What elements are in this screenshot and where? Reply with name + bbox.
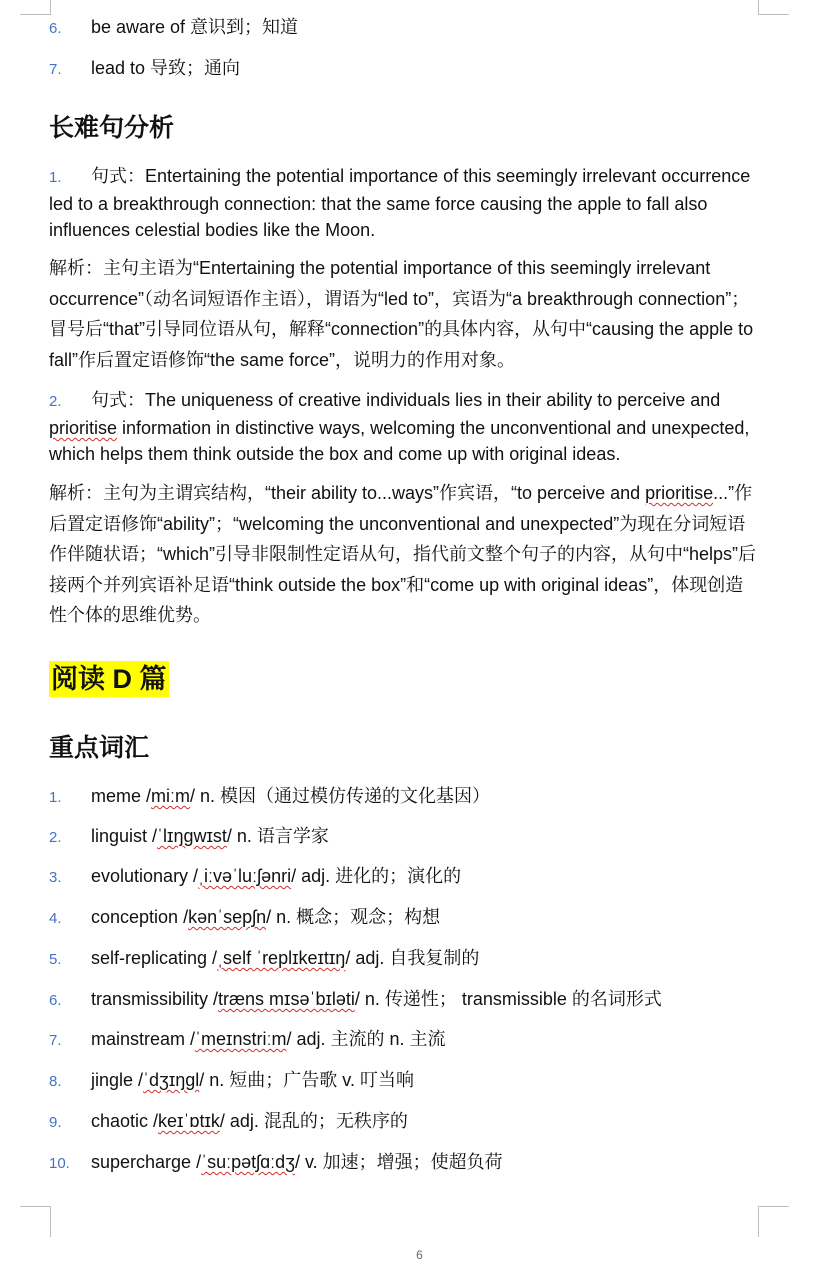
- list-number: 1.: [49, 169, 62, 186]
- vocab-ipa: ˌiːvəˈluːʃənri: [198, 866, 292, 886]
- vocab-item: [49, 905, 769, 931]
- analysis-explanation-1: 解析：主句主语为“Entertaining the potential importance of this seemingly irrelevant occurrence”（动名词短语作主语），谓语为“led to”，宾语为“a breakthrough connection”；冒号后“that”引导同位语从句，解释“connection”的具体内容，从句中“causing the apple to fall”作后置定语修饰“the same force”，说明力的作用对象。: [49, 258, 754, 370]
- vocab-ipa: træns mɪsəˈbɪləti: [218, 989, 355, 1009]
- list-number: 1.: [49, 789, 62, 806]
- vocab-word: mainstream /: [91, 1029, 196, 1049]
- vocab-word: linguist /: [91, 826, 158, 846]
- analysis-sentence-2: [49, 387, 761, 467]
- vocab-meaning: / adj. 混乱的；无秩序的: [219, 1111, 408, 1131]
- spellcheck-word: prioritise: [645, 483, 714, 503]
- vocab-ipa: ˈdʒɪŋɡl: [143, 1070, 200, 1090]
- vocab-meaning: / adj. 主流的 n. 主流: [286, 1029, 446, 1049]
- vocab-meaning: / n. 短曲；广告歌 v. 叮当响: [199, 1070, 414, 1090]
- sentence-text-b: information in distinctive ways, welcoming the unconventional and unexpected, which helps them think outside the box and come up with original ideas.: [49, 418, 750, 464]
- spellcheck-word: prioritise: [49, 418, 118, 438]
- vocab-word: meme /: [91, 786, 152, 806]
- list-number: 10.: [49, 1155, 70, 1172]
- list-item: [49, 15, 769, 41]
- vocab-meaning: / adj. 自我复制的: [345, 948, 480, 968]
- list-number: 5.: [49, 951, 62, 968]
- vocab-meaning: / n. 模因（通过模仿传递的文化基因）: [190, 786, 491, 806]
- vocab-ipa: miːm: [151, 786, 191, 806]
- vocab-item: [49, 1150, 769, 1176]
- vocab-item: [49, 1109, 769, 1135]
- list-number: 3.: [49, 869, 62, 886]
- analysis-explanation-2: [49, 478, 761, 631]
- sentence-analysis-heading: 长难句分析: [49, 114, 175, 142]
- vocab-word: jingle /: [91, 1070, 144, 1090]
- vocab-item: [49, 987, 769, 1013]
- crop-mark-top-right: [758, 0, 789, 15]
- list-text: lead to 导致；通向: [91, 58, 241, 78]
- vocab-word: evolutionary /: [91, 866, 199, 886]
- vocab-meaning: / n. 传递性； transmissible 的名词形式: [354, 989, 662, 1009]
- vocab-meaning: / n. 语言学家: [226, 826, 329, 846]
- vocab-meaning: / n. 概念；观念；构想: [266, 907, 441, 927]
- vocab-word: chaotic /: [91, 1111, 159, 1131]
- vocab-heading: 重点词汇: [49, 734, 150, 762]
- list-number: 6.: [49, 20, 62, 37]
- vocab-word: transmissibility /: [91, 989, 219, 1009]
- list-number: 8.: [49, 1073, 62, 1090]
- vocab-item: [49, 864, 769, 890]
- explanation-text-a: 解析：主句为主谓宾结构，“their ability to...ways”作宾语，“to perceive and: [49, 483, 646, 503]
- vocab-ipa: ˈlɪŋɡwɪst: [157, 826, 227, 846]
- vocab-ipa: kənˈsepʃn: [188, 907, 267, 927]
- sentence-text-a: 句式：The uniqueness of creative individuals lies in their ability to perceive and: [91, 390, 721, 410]
- vocab-word: conception /: [91, 907, 189, 927]
- crop-mark-bottom-left: [20, 1206, 51, 1237]
- list-text: be aware of 意识到；知道: [91, 17, 299, 37]
- crop-mark-bottom-right: [758, 1206, 789, 1237]
- vocab-ipa: ˌself ˈreplɪkeɪtɪŋ: [217, 948, 346, 968]
- sentence-text: 句式：Entertaining the potential importance of this seemingly irrelevant occurrence led to a breakthrough connection: that the same force causing the apple to fall also influences celestial bodies like the Moon.: [49, 166, 751, 240]
- list-number: 6.: [49, 992, 62, 1009]
- vocab-meaning: / adj. 进化的；演化的: [291, 866, 462, 886]
- vocab-ipa: ˈmeɪnstriːm: [195, 1029, 287, 1049]
- vocab-item: [49, 946, 769, 972]
- list-number: 4.: [49, 910, 62, 927]
- list-number: 2.: [49, 393, 62, 410]
- vocab-ipa: keɪˈɒtɪk: [158, 1111, 220, 1131]
- list-number: 2.: [49, 829, 62, 846]
- list-number: 7.: [49, 1032, 62, 1049]
- page-number: 6: [416, 1248, 423, 1262]
- vocab-ipa: ˈsuːpətʃɑːdʒ: [201, 1152, 295, 1172]
- explanation-text-b: ...”作后置定语修饰“ability”；“welcoming the unconventional and unexpected”为现在分词短语作伴随状语；“which”引导非限制性定语从句，指代前文整个句子的内容，从句中“helps”后接两个并列宾语补足语“think outside the box”和“come up with original ideas”，体现创造性个体的思维优势。: [49, 483, 757, 625]
- vocab-word: self-replicating /: [91, 948, 218, 968]
- list-number: 7.: [49, 61, 62, 78]
- vocab-word: supercharge /: [91, 1152, 202, 1172]
- list-number: 9.: [49, 1114, 62, 1131]
- vocab-meaning: / v. 加速；增强；使超负荷: [294, 1152, 503, 1172]
- list-item: [49, 56, 769, 82]
- section-title: 阅读 D 篇: [49, 661, 169, 697]
- vocab-item: [49, 784, 769, 810]
- crop-mark-top-left: [20, 0, 51, 15]
- vocab-item: [49, 824, 769, 850]
- analysis-sentence-1: [49, 163, 761, 243]
- vocab-item: [49, 1027, 769, 1053]
- vocab-item: [49, 1068, 769, 1094]
